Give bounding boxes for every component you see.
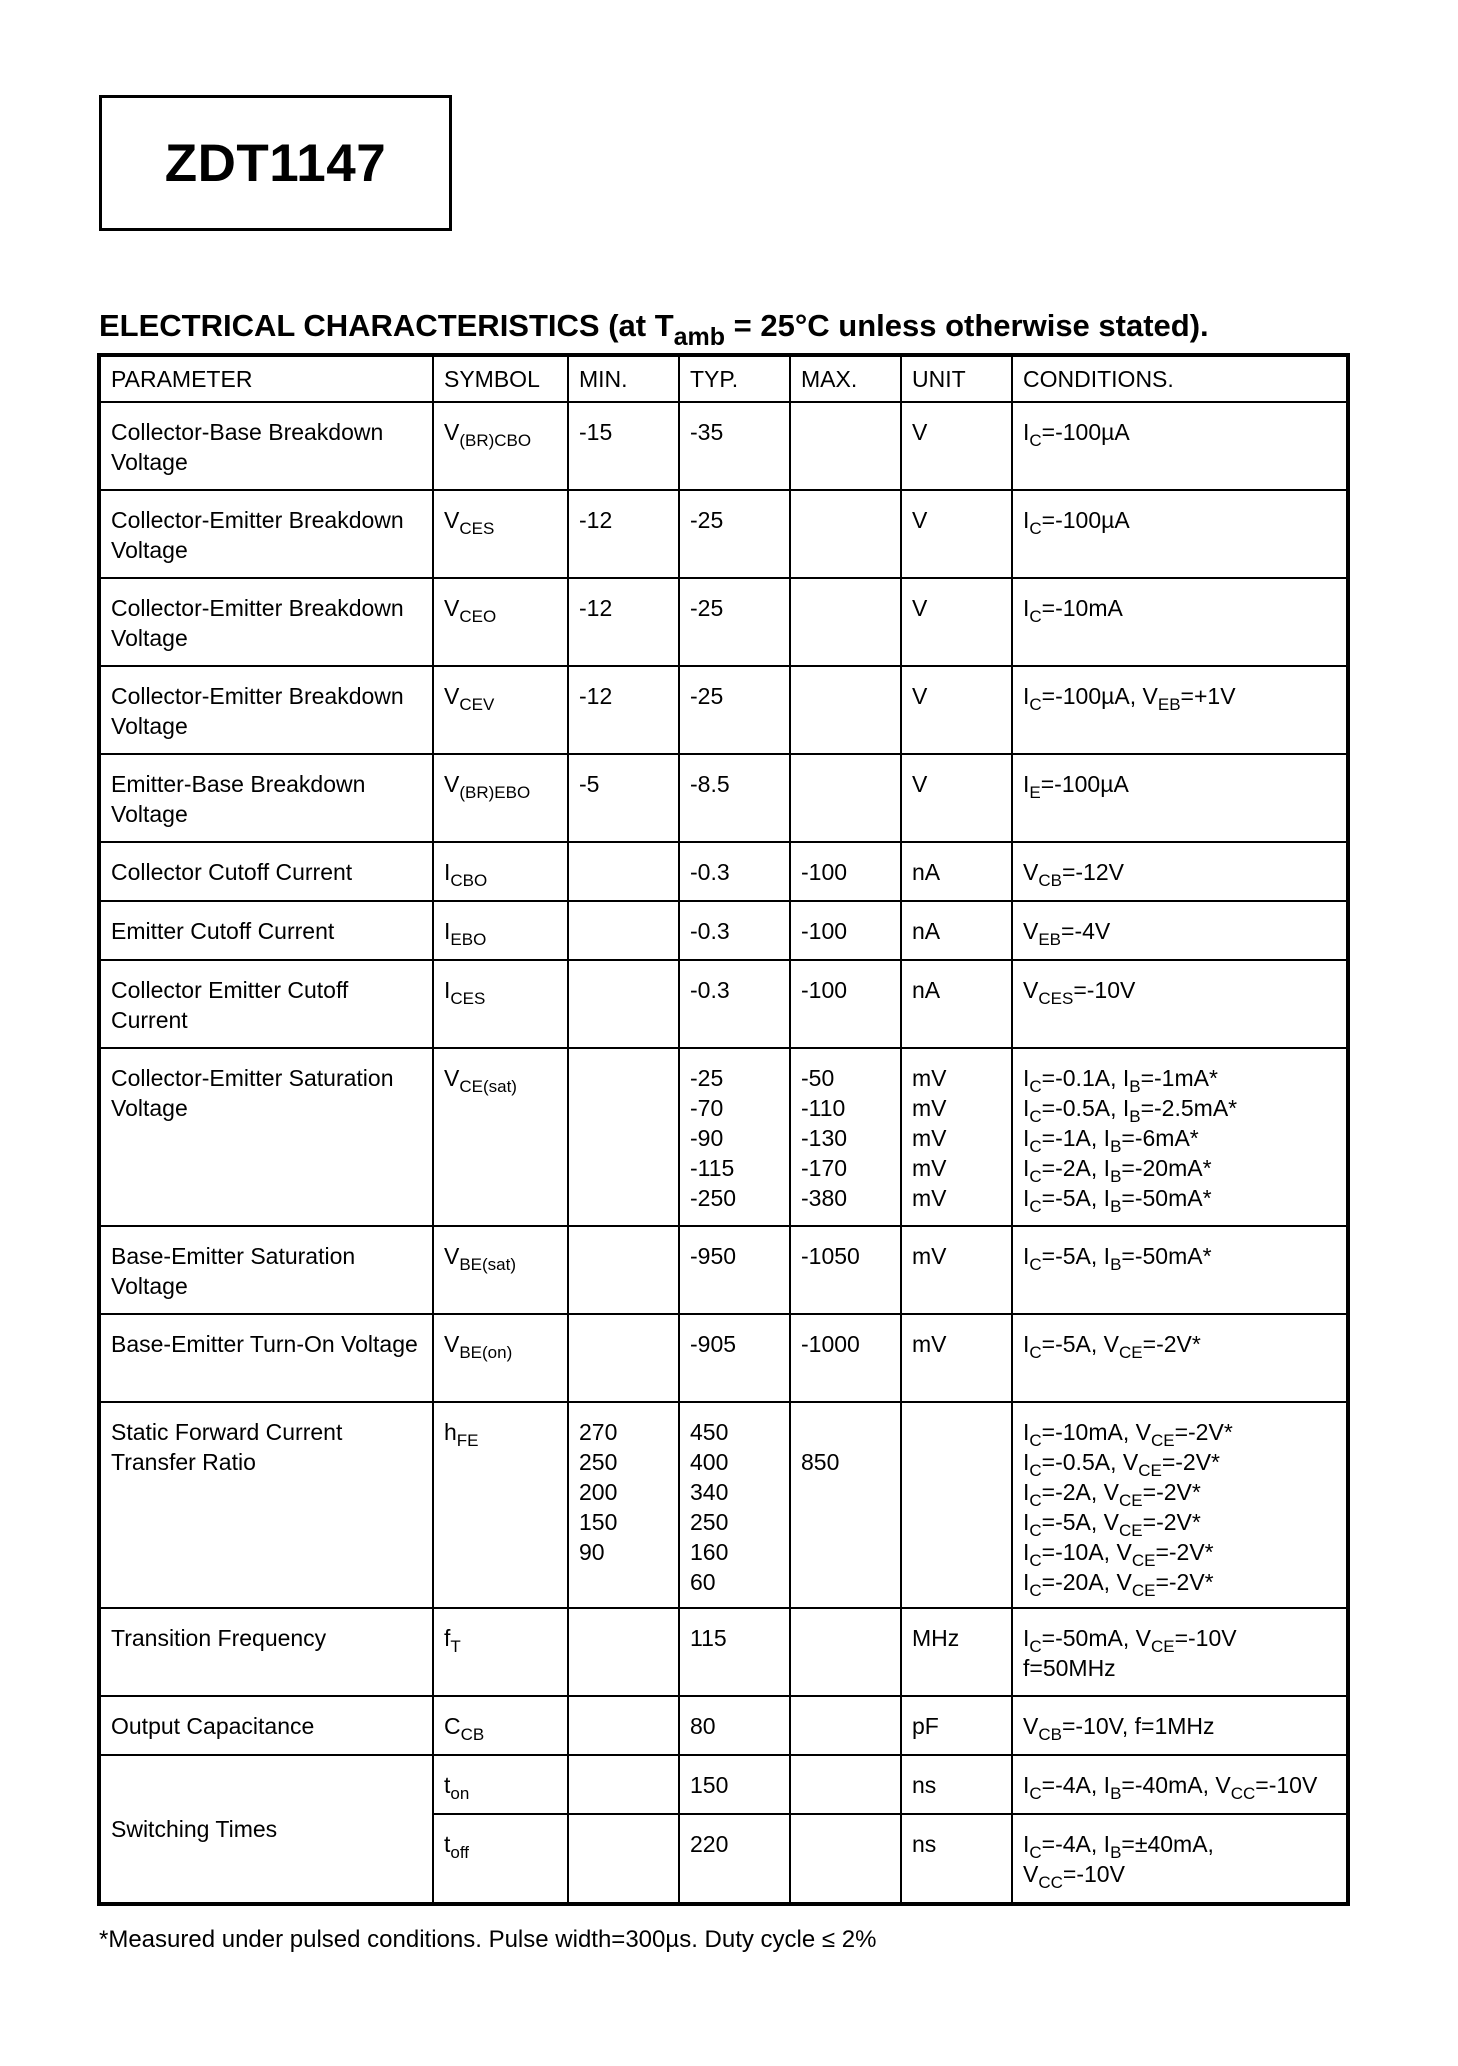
unit-cell-value: mV: [912, 1125, 947, 1151]
parameter-cell: Switching Times: [99, 1755, 433, 1904]
unit-cell-value: V: [912, 419, 928, 445]
conditions-cell: [1012, 1048, 1348, 1226]
max-cell: [790, 1226, 901, 1314]
unit-cell-value: nA: [912, 859, 941, 885]
min-cell: [568, 754, 679, 842]
conditions-cell: [1012, 1755, 1348, 1814]
conditions-cell-value: $V_{CC}=-10V$: [1023, 1861, 1125, 1892]
conditions-cell: [1012, 901, 1348, 960]
conditions-cell: [1012, 1696, 1348, 1755]
typ-cell-value: -90: [690, 1125, 724, 1151]
table-row: [99, 1314, 1348, 1402]
conditions-cell-value: $I_C=-10mA$: [1023, 595, 1123, 626]
min-cell: [568, 402, 679, 490]
conditions-cell-value: $I_C=-2A$, $I_B=-20mA*$: [1023, 1155, 1212, 1186]
typ-cell-value: -0.3: [690, 918, 730, 944]
table-row: [99, 960, 1348, 1048]
typ-cell: [679, 960, 790, 1048]
max-cell: [790, 960, 901, 1048]
max-cell: [790, 901, 901, 960]
typ-cell: [679, 754, 790, 842]
unit-cell: [901, 1048, 1012, 1226]
typ-cell-value: -70: [690, 1095, 724, 1121]
max-cell: [790, 1814, 901, 1904]
typ-cell-value: 115: [690, 1625, 727, 1651]
conditions-cell-value: $I_C=-5A$, $V_{CE}=-2V*$: [1023, 1331, 1201, 1362]
unit-cell-value: MHz: [912, 1625, 960, 1651]
conditions-cell-value: $I_C=-4A$, $I_B=-40mA$, $V_{CC}=-10V$: [1023, 1772, 1318, 1803]
min-cell: [568, 1048, 679, 1226]
typ-cell-value: -250: [690, 1185, 737, 1211]
parameter-cell: Static Forward Current Transfer Ratio: [99, 1402, 433, 1608]
unit-cell: [901, 666, 1012, 754]
column-header: SYMBOL: [433, 355, 568, 402]
conditions-cell-value: $I_C=-5A$, $V_{CE}=-2V*$: [1023, 1509, 1201, 1540]
column-header: MAX.: [790, 355, 901, 402]
symbol-cell: $V_{(BR)CBO}$: [433, 402, 568, 490]
conditions-cell-value: $V_{CES}=-10V$: [1023, 977, 1136, 1008]
unit-cell-value: mV: [912, 1155, 947, 1181]
typ-cell: [679, 402, 790, 490]
parameter-cell: Base-Emitter Saturation Voltage: [99, 1226, 433, 1314]
typ-cell-value: -8.5: [690, 771, 730, 797]
max-cell-value: -100: [801, 859, 848, 885]
conditions-cell: [1012, 842, 1348, 901]
unit-cell: [901, 1314, 1012, 1402]
table-header-row: [99, 355, 1348, 402]
table-row: [99, 754, 1348, 842]
table-row: [99, 1696, 1348, 1755]
conditions-cell: [1012, 1608, 1348, 1696]
typ-cell-value: 160: [690, 1539, 729, 1565]
table-row: [99, 842, 1348, 901]
min-cell: [568, 1226, 679, 1314]
unit-cell-value: nA: [912, 977, 941, 1003]
unit-cell: [901, 960, 1012, 1048]
unit-cell: [901, 1696, 1012, 1755]
unit-cell: [901, 1226, 1012, 1314]
symbol-cell: $I_{CES}$: [433, 960, 568, 1048]
unit-cell: [901, 1608, 1012, 1696]
min-cell: [568, 666, 679, 754]
max-cell-value: -380: [801, 1185, 848, 1211]
unit-cell: [901, 1814, 1012, 1904]
conditions-cell-value: $I_C=-4A$, $I_B=\pm 40mA$,: [1023, 1831, 1214, 1862]
unit-cell-value: mV: [912, 1243, 947, 1269]
symbol-cell: $V_{BE(on)}$: [433, 1314, 568, 1402]
min-cell-value: -15: [579, 419, 613, 445]
typ-cell-value: -905: [690, 1331, 737, 1357]
section-heading: ELECTRICAL CHARACTERISTICS (at $T_{amb} = 25^\circ C$ unless otherwise stated).: [99, 308, 1209, 351]
conditions-cell-value: $I_C=-50mA$, $V_{CE}=-10V$: [1023, 1625, 1237, 1656]
typ-cell: [679, 1755, 790, 1814]
symbol-cell: $t_{off}$: [433, 1814, 568, 1904]
typ-cell: [679, 1402, 790, 1608]
max-cell: [790, 1402, 901, 1608]
parameter-cell: Collector-Base Breakdown Voltage: [99, 402, 433, 490]
min-cell-value: 150: [579, 1509, 618, 1535]
typ-cell: [679, 490, 790, 578]
typ-cell: [679, 1048, 790, 1226]
typ-cell: [679, 666, 790, 754]
symbol-cell: $t_{on}$: [433, 1755, 568, 1814]
part-number: ZDT1147: [164, 133, 387, 193]
symbol-cell: $V_{CEV}$: [433, 666, 568, 754]
min-cell: [568, 1608, 679, 1696]
conditions-cell-value: $I_C=-0.5A$, $V_{CE}=-2V*$: [1023, 1449, 1221, 1480]
max-cell: [790, 1696, 901, 1755]
unit-cell: [901, 901, 1012, 960]
conditions-cell-value: $I_C=-10A$, $V_{CE}=-2V*$: [1023, 1539, 1214, 1570]
symbol-cell: $V_{BE(sat)}$: [433, 1226, 568, 1314]
max-cell-value: 850: [801, 1449, 840, 1475]
typ-cell-value: -25: [690, 683, 724, 709]
parameter-cell: Collector-Emitter Breakdown Voltage: [99, 666, 433, 754]
typ-cell-value: -950: [690, 1243, 737, 1269]
column-header: TYP.: [679, 355, 790, 402]
max-cell: [790, 1048, 901, 1226]
parameter-cell: Base-Emitter Turn-On Voltage: [99, 1314, 433, 1402]
max-cell: [790, 1755, 901, 1814]
conditions-cell-value: $I_C=-1A$, $I_B=-6mA*$: [1023, 1125, 1199, 1156]
conditions-cell-value: $I_E=-100\mu A$: [1023, 771, 1129, 802]
typ-cell-value: 450: [690, 1419, 729, 1445]
min-cell: [568, 1755, 679, 1814]
conditions-cell: [1012, 1226, 1348, 1314]
typ-cell: [679, 1226, 790, 1314]
unit-cell-value: mV: [912, 1095, 947, 1121]
symbol-cell: $f_T$: [433, 1608, 568, 1696]
unit-cell: [901, 842, 1012, 901]
unit-cell-value: V: [912, 683, 928, 709]
max-cell: [790, 578, 901, 666]
unit-cell-value: V: [912, 595, 928, 621]
parameter-cell: Collector Emitter Cutoff Current: [99, 960, 433, 1048]
min-cell-value: 90: [579, 1539, 605, 1565]
symbol-cell: $V_{(BR)EBO}$: [433, 754, 568, 842]
typ-cell-value: 250: [690, 1509, 729, 1535]
table-row: [99, 1608, 1348, 1696]
max-cell-value: -1000: [801, 1331, 860, 1357]
max-cell-value: -100: [801, 918, 848, 944]
typ-cell-value: -25: [690, 595, 724, 621]
min-cell: [568, 1402, 679, 1608]
min-cell: [568, 1814, 679, 1904]
table-row: [99, 490, 1348, 578]
typ-cell-value: -35: [690, 419, 724, 445]
typ-cell-value: 220: [690, 1831, 729, 1857]
table-row: [99, 402, 1348, 490]
max-cell: [790, 1314, 901, 1402]
unit-cell-value: mV: [912, 1331, 947, 1357]
electrical-characteristics-table: [97, 353, 1350, 1906]
min-cell-value: -12: [579, 595, 613, 621]
table-row: [99, 1402, 1348, 1608]
conditions-cell-value: $I_C=-2A$, $V_{CE}=-2V*$: [1023, 1479, 1201, 1510]
unit-cell-value: V: [912, 771, 928, 797]
min-cell-value: -5: [579, 771, 600, 797]
symbol-cell: $V_{CEO}$: [433, 578, 568, 666]
max-cell-value: [801, 1417, 892, 1447]
parameter-cell: Emitter Cutoff Current: [99, 901, 433, 960]
typ-cell-value: 60: [690, 1569, 716, 1595]
conditions-cell-value: $I_C=-10mA$, $V_{CE}=-2V*$: [1023, 1419, 1233, 1450]
unit-cell: [901, 1402, 1012, 1608]
symbol-cell: $h_{FE}$: [433, 1402, 568, 1608]
part-number-box: [99, 95, 452, 231]
typ-cell: [679, 1696, 790, 1755]
unit-cell-value: ns: [912, 1772, 937, 1798]
typ-cell: [679, 901, 790, 960]
typ-cell-value: -115: [690, 1155, 735, 1181]
typ-cell-value: 150: [690, 1772, 729, 1798]
conditions-cell-value: $V_{CB}=-10V$, f=1MHz: [1023, 1713, 1215, 1744]
column-header: UNIT: [901, 355, 1012, 402]
max-cell-value: -1050: [801, 1243, 860, 1269]
typ-cell: [679, 578, 790, 666]
unit-cell-value: pF: [912, 1713, 939, 1739]
footnote: *Measured under pulsed conditions. Pulse width=300µs. Duty cycle ≤ 2%: [99, 1926, 877, 1953]
min-cell: [568, 960, 679, 1048]
parameter-cell: Collector Cutoff Current: [99, 842, 433, 901]
typ-cell-value: 400: [690, 1449, 729, 1475]
conditions-cell-value: $I_C=-100\mu A$, $V_{EB}=+1V$: [1023, 683, 1236, 714]
typ-cell-value: -25: [690, 1065, 724, 1091]
min-cell: [568, 1696, 679, 1755]
typ-cell-value: -0.3: [690, 977, 730, 1003]
conditions-cell: [1012, 666, 1348, 754]
max-cell: [790, 842, 901, 901]
symbol-cell: $I_{CBO}$: [433, 842, 568, 901]
max-cell-value: -170: [801, 1155, 848, 1181]
conditions-cell: [1012, 754, 1348, 842]
unit-cell-value: mV: [912, 1185, 947, 1211]
typ-cell: [679, 1814, 790, 1904]
conditions-cell-value: f=50MHz: [1023, 1655, 1116, 1681]
conditions-cell: [1012, 1314, 1348, 1402]
unit-cell: [901, 754, 1012, 842]
max-cell: [790, 402, 901, 490]
conditions-cell-value: $I_C=-0.1A$, $I_B=-1mA*$: [1023, 1065, 1218, 1096]
typ-cell: [679, 1608, 790, 1696]
conditions-cell-value: $V_{CB}=-12V$: [1023, 859, 1124, 890]
parameter-cell: Collector-Emitter Saturation Voltage: [99, 1048, 433, 1226]
conditions-cell-value: $I_C=-5A$, $I_B=-50mA*$: [1023, 1185, 1212, 1216]
symbol-cell: $C_{CB}$: [433, 1696, 568, 1755]
conditions-cell-value: $I_C=-0.5A$, $I_B=-2.5mA*$: [1023, 1095, 1238, 1126]
typ-cell-value: 340: [690, 1479, 729, 1505]
conditions-cell: [1012, 1814, 1348, 1904]
conditions-cell: [1012, 402, 1348, 490]
unit-cell: [901, 402, 1012, 490]
max-cell: [790, 754, 901, 842]
min-cell: [568, 578, 679, 666]
unit-cell: [901, 578, 1012, 666]
conditions-cell: [1012, 578, 1348, 666]
table-row: [99, 1048, 1348, 1226]
column-header: PARAMETER: [99, 355, 433, 402]
column-header: CONDITIONS.: [1012, 355, 1348, 402]
table-row: [99, 1755, 1348, 1814]
min-cell: [568, 842, 679, 901]
parameter-cell: Collector-Emitter Breakdown Voltage: [99, 578, 433, 666]
symbol-cell: $V_{CE(sat)}$: [433, 1048, 568, 1226]
conditions-cell: [1012, 960, 1348, 1048]
min-cell-value: 250: [579, 1449, 618, 1475]
typ-cell: [679, 842, 790, 901]
column-header: MIN.: [568, 355, 679, 402]
conditions-cell: [1012, 490, 1348, 578]
unit-cell: [901, 1755, 1012, 1814]
max-cell: [790, 666, 901, 754]
max-cell: [790, 490, 901, 578]
typ-cell-value: 80: [690, 1713, 716, 1739]
typ-cell-value: -0.3: [690, 859, 730, 885]
min-cell-value: 200: [579, 1479, 618, 1505]
unit-cell-value: V: [912, 507, 928, 533]
table-row: [99, 666, 1348, 754]
min-cell-value: -12: [579, 507, 613, 533]
table-row: [99, 1226, 1348, 1314]
min-cell: [568, 490, 679, 578]
parameter-cell: Emitter-Base Breakdown Voltage: [99, 754, 433, 842]
conditions-cell: [1012, 1402, 1348, 1608]
table-row: [99, 578, 1348, 666]
max-cell-value: -100: [801, 977, 848, 1003]
parameter-cell: Transition Frequency: [99, 1608, 433, 1696]
typ-cell-value: -25: [690, 507, 724, 533]
min-cell-value: -12: [579, 683, 613, 709]
conditions-cell-value: $I_C=-5A$, $I_B=-50mA*$: [1023, 1243, 1212, 1274]
unit-cell: [901, 490, 1012, 578]
conditions-cell-value: $I_C=-20A$, $V_{CE}=-2V*$: [1023, 1569, 1214, 1600]
min-cell-value: 270: [579, 1419, 618, 1445]
unit-cell-value: ns: [912, 1831, 937, 1857]
max-cell-value: -110: [801, 1095, 846, 1121]
min-cell: [568, 901, 679, 960]
unit-cell-value: mV: [912, 1065, 947, 1091]
conditions-cell-value: $I_C=-100\mu A$: [1023, 419, 1130, 450]
conditions-cell-value: $V_{EB}=-4V$: [1023, 918, 1111, 949]
symbol-cell: $V_{CES}$: [433, 490, 568, 578]
max-cell: [790, 1608, 901, 1696]
typ-cell: [679, 1314, 790, 1402]
unit-cell-value: nA: [912, 918, 941, 944]
conditions-cell-value: $I_C=-100\mu A$: [1023, 507, 1130, 538]
max-cell-value: -130: [801, 1125, 848, 1151]
min-cell: [568, 1314, 679, 1402]
parameter-cell: Output Capacitance: [99, 1696, 433, 1755]
symbol-cell: $I_{EBO}$: [433, 901, 568, 960]
table-row: [99, 901, 1348, 960]
max-cell-value: -50: [801, 1065, 835, 1091]
parameter-cell: Collector-Emitter Breakdown Voltage: [99, 490, 433, 578]
